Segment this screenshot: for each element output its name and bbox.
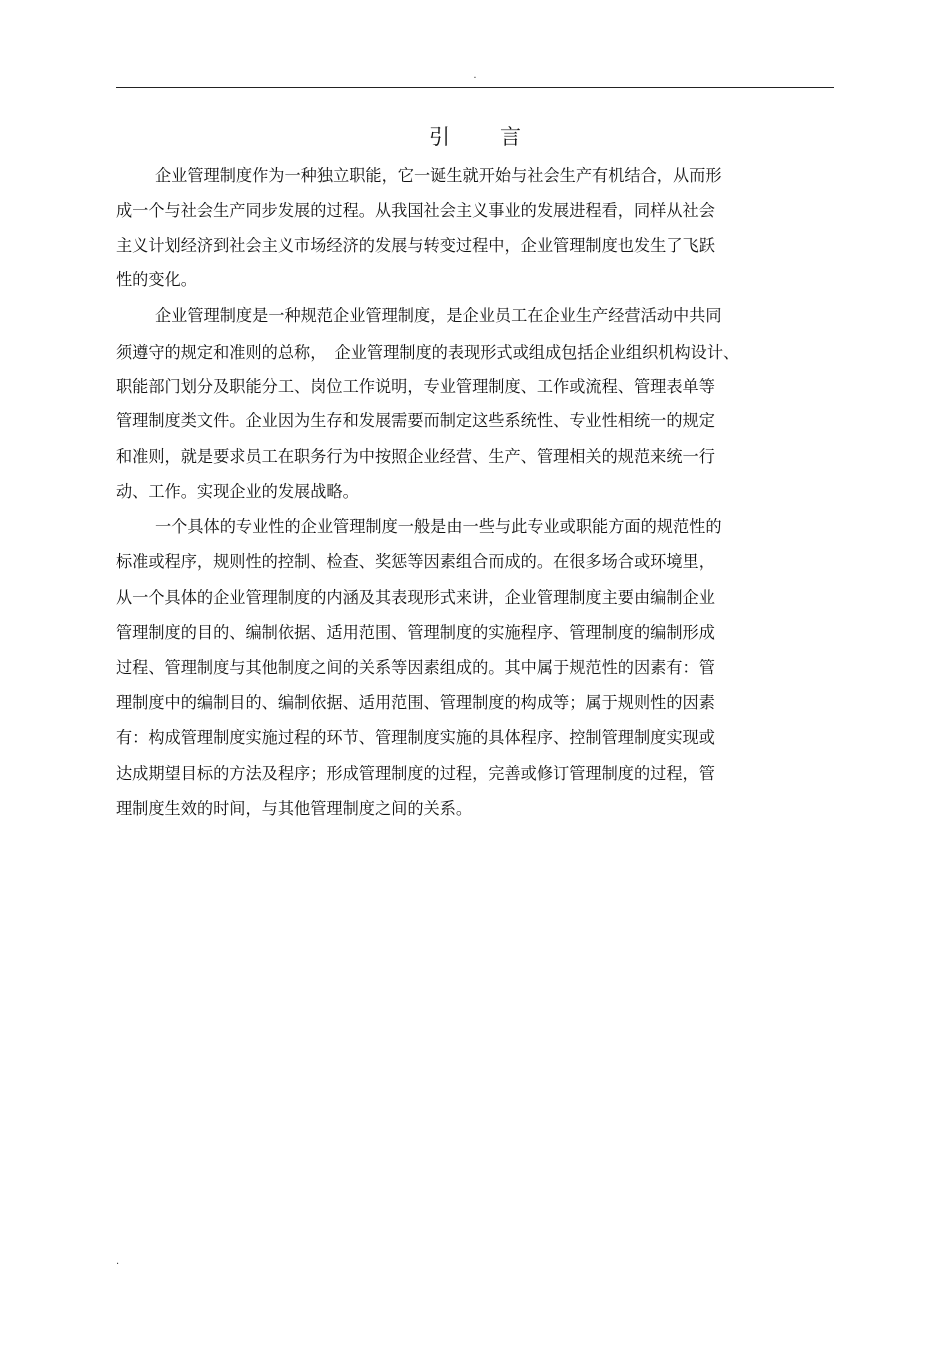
text-line: 理制度生效的时间，与其他管理制度之间的关系。 — [116, 799, 473, 818]
text-line: 须遵守的规定和准则的总称， 企业管理制度的表现形式或组成包括企业组织机构设计、 — [116, 343, 740, 362]
text-line: 从一个具体的企业管理制度的内涵及其表现形式来讲，企业管理制度主要由编制企业 — [116, 588, 715, 607]
text-line: 管理制度的目的、编制依据、适用范围、管理制度的实施程序、管理制度的编制形成 — [116, 623, 715, 642]
text-line: 动、工作。实现企业的发展战略。 — [116, 482, 359, 501]
text-line: 理制度中的编制目的、编制依据、适用范围、管理制度的构成等；属于规则性的因素 — [116, 693, 715, 712]
header-mark: . — [473, 70, 477, 81]
text-line: 管理制度类文件。企业因为生存和发展需要而制定这些系统性、专业性相统一的规定 — [116, 411, 715, 430]
text-line: 企业管理制度作为一种独立职能，它一诞生就开始与社会生产有机结合，从而形 — [155, 166, 722, 185]
text-line: 主义计划经济到社会主义市场经济的发展与转变过程中，企业管理制度也发生了飞跃 — [116, 236, 715, 255]
text-line: 性的变化。 — [116, 270, 197, 289]
text-line: 企业管理制度是一种规范企业管理制度，是企业员工在企业生产经营活动中共同 — [155, 306, 722, 325]
text-line: 一个具体的专业性的企业管理制度一般是由一些与此专业或职能方面的规范性的 — [155, 517, 722, 536]
text-line: 成一个与社会生产同步发展的过程。从我国社会主义事业的发展进程看，同样从社会 — [116, 201, 715, 220]
header-rule — [116, 87, 834, 88]
page-title: 引言 — [429, 125, 571, 149]
text-line: 有：构成管理制度实施过程的环节、管理制度实施的具体程序、控制管理制度实现或 — [116, 728, 715, 747]
text-line: 达成期望目标的方法及程序；形成管理制度的过程，完善或修订管理制度的过程，管 — [116, 764, 715, 783]
text-line: 职能部门划分及职能分工、岗位工作说明，专业管理制度、工作或流程、管理表单等 — [116, 377, 715, 396]
text-line: 和准则，就是要求员工在职务行为中按照企业经营、生产、管理相关的规范来统一行 — [116, 447, 715, 466]
text-line: 标准或程序，规则性的控制、检查、奖惩等因素组合而成的。在很多场合或环境里， — [116, 552, 715, 571]
text-line: 过程、管理制度与其他制度之间的关系等因素组成的。其中属于规范性的因素有：管 — [116, 658, 715, 677]
footer-mark: . — [116, 1256, 120, 1267]
